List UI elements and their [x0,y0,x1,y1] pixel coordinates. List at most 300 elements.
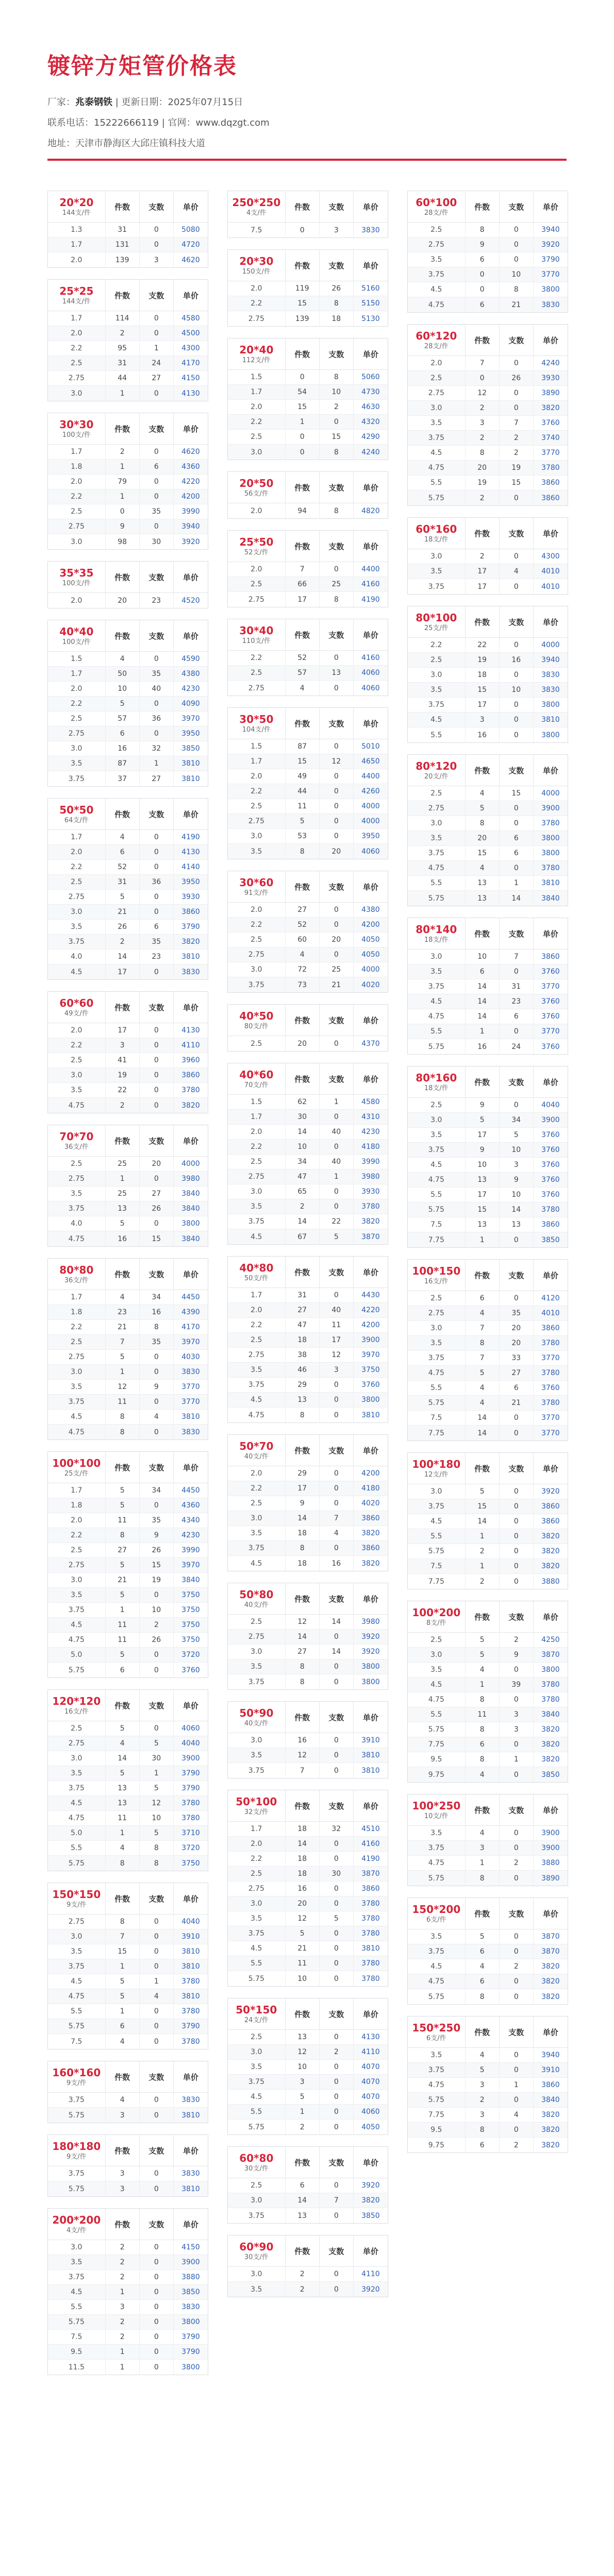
thickness-cell: 3.5 [48,1766,106,1781]
thickness-cell: 3.5 [408,416,466,430]
price-cell: 3820 [361,1217,380,1226]
update-date: 2025年07月15日 [168,97,243,108]
pcs-cell: 0 [320,2030,354,2044]
price-cell: 3810 [361,1751,380,1759]
spec-pcs-per-bundle: 25支/件 [424,624,449,632]
count-cell: 4 [106,1736,140,1751]
count-cell: 17 [286,1481,320,1496]
spec-table-header [228,338,388,370]
price-cell: 3800 [181,2363,200,2371]
table-row [408,2123,568,2138]
header-price: 单价 [362,1801,378,1811]
thickness-cell: 7.75 [408,1232,466,1247]
thickness-cell: 4.75 [48,1098,106,1113]
price-cell: 4300 [181,344,200,352]
thickness-cell: 4.75 [48,1231,106,1246]
thickness-cell: 2.0 [228,503,286,518]
spec-table-header [408,1794,568,1826]
thickness-cell: 2.5 [228,1155,286,1169]
table-row [228,933,388,947]
count-cell: 13 [286,2208,320,2223]
spec-name: 40*80 [239,1262,274,1274]
price-cell: 3780 [541,1369,560,1377]
table-row [408,1009,568,1024]
spec-table-header [48,1883,208,1914]
count-cell: 52 [286,918,320,932]
thickness-cell: 4.75 [228,1408,286,1422]
thickness-cell: 5.5 [48,1841,106,1855]
spec-table-body [48,445,208,549]
phone-number[interactable]: 15222666119 [94,117,159,128]
table-row [408,1752,568,1767]
pcs-cell: 3 [320,1363,354,1377]
thickness-cell: 4.75 [408,1366,466,1380]
spec-cell [228,708,286,739]
count-cell: 1 [286,2105,320,2119]
company-label: 厂家： [47,97,75,108]
price-cell: 3870 [541,1933,560,1941]
header-count: 件数 [286,2147,320,2178]
header-price: 单价 [362,2009,378,2019]
count-cell: 7 [286,562,320,577]
price-cell: 3750 [181,1591,200,1599]
spec-name: 20*30 [239,255,274,267]
thickness-cell: 3.75 [228,2075,286,2089]
thickness-cell: 5.75 [48,1856,106,1871]
spec-pcs-per-bundle: 150支/件 [242,268,271,276]
table-row [48,1425,208,1439]
header-price: 单价 [362,202,378,212]
price-cell: 3800 [541,834,560,842]
thickness-cell: 3.0 [408,1484,466,1499]
price-cell: 3820 [361,1529,380,1537]
price-cell: 4190 [181,833,200,841]
count-cell: 14 [286,1214,320,1229]
count-cell: 14 [466,1411,500,1425]
price-cell: 3770 [541,1354,560,1362]
thickness-cell: 2.5 [228,1615,286,1629]
count-cell: 1 [466,1232,500,1247]
pcs-cell: 40 [320,1303,354,1317]
header-pcs: 支数 [320,619,354,650]
spec-table [407,1794,568,1886]
price-cell: 3790 [541,256,560,264]
count-cell: 2 [466,2093,500,2107]
count-cell: 6 [106,726,140,741]
spec-cell [228,1998,286,2029]
spec-pcs-per-bundle: 104支/件 [242,726,271,734]
table-row [48,1633,208,1648]
table-row [48,1603,208,1618]
table-row [228,1941,388,1956]
thickness-cell: 2.2 [228,296,286,311]
thickness-cell: 7.5 [228,223,286,238]
count-cell: 17 [286,592,320,607]
thickness-cell: 1.7 [228,385,286,399]
header-pcs: 支数 [320,250,354,281]
thickness-cell: 2.5 [408,1291,466,1306]
pcs-cell: 0 [140,1663,174,1677]
thickness-cell: 3.75 [408,579,466,594]
update-label: 更新日期： [121,97,168,108]
spec-table-header [48,992,208,1023]
table-row [228,903,388,918]
table-row [408,1366,568,1381]
spec-pcs-per-bundle: 25支/件 [64,1470,89,1478]
thickness-cell: 2.2 [48,489,106,504]
thickness-cell: 2.2 [408,638,466,652]
header-price: 单价 [182,424,198,434]
price-cell: 3890 [541,389,560,397]
price-cell: 4730 [361,388,380,396]
spec-name: 80*160 [416,1072,457,1084]
price-cell: 4050 [361,2123,380,2131]
thickness-cell: 2.2 [228,1318,286,1332]
pcs-cell: 4 [500,564,534,579]
table-row [228,2208,388,2223]
spec-table-header [228,2235,388,2267]
table-row [48,682,208,697]
count-cell: 47 [286,1170,320,1184]
thickness-cell: 4.5 [408,1514,466,1529]
table-row [48,1856,208,1871]
count-cell: 13 [106,1796,140,1810]
table-row [228,947,388,962]
thickness-cell: 7.5 [408,1559,466,1573]
pcs-cell: 9 [500,1173,534,1187]
header-pcs: 支数 [320,708,354,739]
thickness-cell: 3.5 [48,1187,106,1201]
header-pcs: 支数 [320,338,354,369]
table-row [48,1811,208,1826]
price-cell: 3830 [181,2170,200,2178]
table-row [48,356,208,371]
spec-name: 30*60 [239,876,274,889]
pcs-cell: 25 [320,577,354,591]
pcs-cell: 8 [320,592,354,607]
pcs-cell: 0 [320,1763,354,1778]
thickness-cell: 1.5 [228,370,286,384]
pcs-cell: 23 [140,593,174,608]
thickness-cell: 2.75 [48,519,106,534]
thickness-cell: 2.5 [408,1098,466,1112]
pcs-cell: 0 [320,799,354,814]
header-price: 单价 [182,631,198,641]
count-cell: 18 [286,1867,320,1881]
pcs-cell: 0 [140,1172,174,1186]
thickness-cell: 3.5 [408,1826,466,1840]
spec-table [407,1066,568,1248]
thickness-cell: 2.2 [228,918,286,932]
count-cell: 6 [466,1737,500,1752]
thickness-cell: 2.0 [228,903,286,917]
spec-table-body [228,739,388,859]
count-cell: 19 [466,653,500,667]
price-cell: 4170 [181,359,200,367]
count-cell: 3 [106,1038,140,1053]
count-cell: 7 [286,1763,320,1778]
spec-name: 30*40 [239,624,274,637]
count-cell: 1 [466,1677,500,1692]
table-row [408,1767,568,1782]
price-cell: 3990 [181,1546,200,1554]
header-count: 件数 [106,413,140,444]
count-cell: 13 [466,1173,500,1187]
pcs-cell: 35 [500,1306,534,1320]
count-cell: 4 [466,2048,500,2062]
header-price: 单价 [362,630,378,640]
pcs-cell: 0 [140,845,174,859]
price-cell: 4180 [361,1143,380,1151]
price-cell: 3810 [181,2184,200,2193]
header-pcs: 支数 [320,472,354,503]
pcs-cell: 26 [140,1633,174,1647]
count-cell: 16 [286,1882,320,1896]
thickness-cell: 2.2 [228,1140,286,1154]
thickness-cell: 2.0 [48,326,106,341]
header-price: 单价 [182,202,198,212]
count-cell: 14 [466,994,500,1009]
table-row [48,2285,208,2300]
price-cell: 4430 [361,1291,380,1299]
price-cell: 4010 [541,567,560,575]
count-cell: 27 [286,1645,320,1659]
count-cell: 7 [106,1335,140,1349]
pcs-cell: 32 [140,741,174,756]
table-row [48,1483,208,1498]
price-cell: 4000 [361,965,380,974]
spec-cell [228,1063,286,1094]
header-pcs: 支数 [140,1259,174,1290]
count-cell: 60 [286,933,320,947]
pcs-cell: 0 [320,769,354,784]
spec-table-body [228,1733,388,1778]
pcs-cell: 0 [500,2123,534,2137]
spec-table [407,191,568,313]
price-cell: 4240 [541,359,560,367]
pcs-cell: 0 [500,1291,534,1306]
table-row [228,1318,388,1333]
pcs-cell: 0 [320,1481,354,1496]
table-row [228,1911,388,1926]
price-cell: 3780 [361,1914,380,1923]
spec-table-header [48,1690,208,1721]
website-link[interactable]: www.dqzgt.com [195,117,270,128]
pcs-cell: 0 [320,918,354,932]
table-row [408,1692,568,1707]
price-cell: 3990 [181,507,200,516]
thickness-cell: 7.5 [408,1411,466,1425]
table-row [408,1929,568,1944]
count-cell: 1 [106,2345,140,2359]
thickness-cell: 3.5 [408,2048,466,2062]
header-pcs: 支数 [320,531,354,562]
price-cell: 3850 [541,1235,560,1244]
header-count: 件数 [286,1702,320,1733]
header-price: 单价 [182,2072,198,2082]
price-cell: 3820 [541,1740,560,1749]
count-cell: 8 [106,1914,140,1929]
price-cell: 4170 [181,1323,200,1331]
thickness-cell: 2.5 [228,2178,286,2193]
pcs-cell: 0 [140,2345,174,2359]
price-cell: 3950 [361,832,380,840]
table-row [228,1140,388,1155]
thickness-cell: 4.75 [48,1425,106,1439]
count-cell: 16 [466,1039,500,1054]
spec-name: 20*50 [239,477,274,489]
thickness-cell: 3.0 [228,2267,286,2281]
count-cell: 44 [106,371,140,385]
spec-pcs-per-bundle: 6支/件 [426,1916,446,1924]
pcs-cell: 5 [140,1826,174,1840]
price-cell: 3800 [541,701,560,709]
spec-table-body [48,652,208,786]
thickness-cell: 2.0 [48,1023,106,1038]
table-row [48,1053,208,1068]
price-cell: 4190 [361,1855,380,1863]
thickness-cell: 5.5 [408,1188,466,1202]
price-cell: 3760 [541,419,560,427]
price-cell: 3810 [181,953,200,961]
thickness-cell: 1.7 [48,1483,106,1498]
count-cell: 17 [466,579,500,594]
spec-table-header [48,562,208,593]
table-row [408,446,568,461]
spec-cell [228,1005,286,1036]
thickness-cell: 2.5 [228,1333,286,1347]
count-cell: 1 [106,460,140,474]
price-cell: 3940 [541,226,560,234]
table-row [408,994,568,1009]
table-row [408,1336,568,1351]
thickness-cell: 3.0 [408,950,466,964]
header-count: 件数 [466,1898,500,1929]
spec-cell [48,2061,106,2092]
pcs-cell: 0 [500,1944,534,1959]
table-row [408,416,568,431]
thickness-cell: 7.5 [48,2034,106,2049]
spec-cell [408,606,466,637]
header-count: 件数 [466,1260,500,1291]
thickness-cell: 2.75 [228,1630,286,1644]
table-row [408,1039,568,1054]
price-cell: 4230 [181,1531,200,1539]
pcs-cell: 14 [320,1645,354,1659]
count-cell: 31 [106,356,140,370]
thickness-cell: 3.0 [48,1573,106,1587]
table-row [228,918,388,933]
count-cell: 8 [286,1541,320,1555]
count-cell: 12 [106,1380,140,1394]
thickness-cell: 3.5 [48,1083,106,1097]
pcs-cell: 0 [140,1944,174,1959]
pcs-cell: 27 [140,771,174,786]
pcs-cell: 5 [140,1781,174,1795]
table-row [408,1959,568,1974]
count-cell: 79 [106,474,140,489]
table-row [48,875,208,890]
spec-pcs-per-bundle: 24支/件 [244,2016,269,2024]
price-cell: 3780 [541,1399,560,1407]
pcs-cell: 20 [500,1336,534,1350]
spec-table-header [408,1453,568,1484]
price-cell: 3850 [181,744,200,753]
spec-cell [48,2135,106,2166]
spec-name: 60*120 [416,330,457,342]
price-cell: 3860 [361,1514,380,1522]
thickness-cell: 2.5 [48,1335,106,1349]
count-cell: 6 [466,2138,500,2153]
spec-pcs-per-bundle: 10支/件 [424,1812,449,1820]
count-cell: 8 [286,1674,320,1689]
pcs-cell: 0 [500,2093,534,2107]
thickness-cell: 2.5 [408,223,466,237]
pcs-cell: 13 [500,1217,534,1232]
table-row [228,1541,388,1556]
price-cell: 4060 [181,1724,200,1733]
price-cell: 4620 [181,448,200,456]
thickness-cell: 7.75 [408,1574,466,1589]
pcs-cell: 0 [500,1514,534,1529]
spec-pcs-per-bundle: 30支/件 [244,2165,269,2173]
price-cell: 3920 [361,2285,380,2294]
price-cell: 3750 [181,1636,200,1644]
thickness-cell: 3.0 [408,549,466,564]
count-cell: 4 [106,1290,140,1304]
count-cell: 6 [466,1291,500,1306]
thickness-cell: 2.2 [48,1320,106,1334]
count-cell: 20 [466,461,500,475]
count-cell: 9 [466,1143,500,1157]
table-row [408,1351,568,1366]
pcs-cell: 10 [500,1188,534,1202]
thickness-cell: 5.75 [48,1663,106,1677]
header-count: 件数 [466,2016,500,2047]
price-cell: 3780 [181,2037,200,2046]
table-row [48,1498,208,1513]
spec-cell [228,531,286,562]
table-row [408,1633,568,1648]
count-cell: 27 [286,1303,320,1317]
price-cell: 4130 [181,848,200,856]
table-row [408,2138,568,2153]
count-cell: 15 [286,400,320,414]
count-cell: 14 [466,979,500,994]
thickness-cell: 2.0 [228,400,286,414]
table-row [408,1484,568,1499]
thickness-cell: 3.75 [228,1674,286,1689]
count-cell: 1 [286,415,320,429]
thickness-cell: 3.75 [408,979,466,994]
count-cell: 15 [466,1202,500,1217]
pcs-cell: 0 [500,1499,534,1514]
price-cell: 3820 [361,1559,380,1568]
count-cell: 21 [286,1941,320,1956]
price-cell: 3880 [181,2273,200,2281]
price-cell: 3810 [181,2111,200,2120]
pcs-cell: 40 [140,682,174,696]
thickness-cell: 3.0 [48,2240,106,2255]
spec-pcs-per-bundle: 100支/件 [62,580,91,587]
spec-pcs-per-bundle: 30支/件 [244,2253,269,2261]
pcs-cell: 0 [320,1748,354,1762]
count-cell: 8 [466,1752,500,1767]
pcs-cell: 0 [500,1841,534,1855]
header-pcs: 支数 [140,1690,174,1721]
thickness-cell: 4.5 [48,1796,106,1810]
count-cell: 2 [106,445,140,459]
